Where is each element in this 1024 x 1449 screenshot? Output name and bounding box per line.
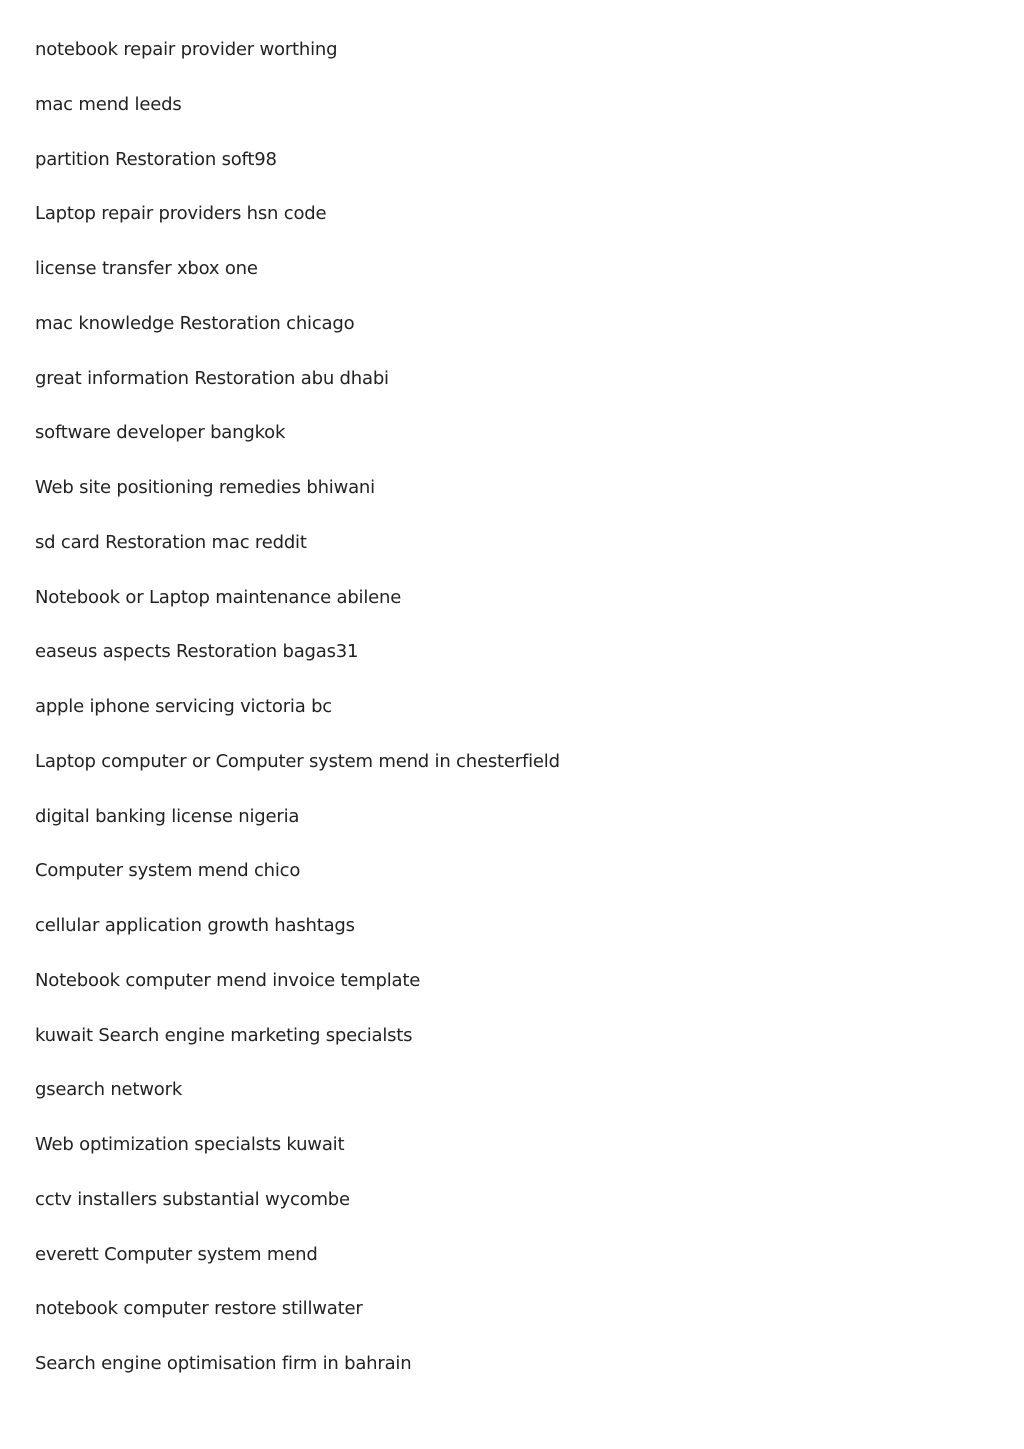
list-item: cellular application growth hashtags: [35, 915, 355, 936]
list-item: Search engine optimisation firm in bahrain: [35, 1353, 412, 1374]
list-item: Computer system mend chico: [35, 860, 301, 882]
list-item: Notebook or Laptop maintenance abilene: [35, 586, 402, 608]
list-item: kuwait Search engine marketing specialsts: [35, 1024, 413, 1046]
list-item: notebook computer restore stillwater: [35, 1298, 363, 1320]
list-item: great information Restoration abu dhabi: [35, 367, 389, 389]
list-item: Web optimization specialsts kuwait: [35, 1134, 345, 1155]
list-item: Laptop repair providers hsn code: [35, 203, 327, 225]
list-item: cctv installers substantial wycombe: [35, 1188, 350, 1210]
list-item: partition Restoration soft98: [35, 148, 277, 170]
list-item: sd card Restoration mac reddit: [35, 531, 307, 553]
list-item: gsearch network: [35, 1079, 183, 1101]
list-item: notebook repair provider worthing: [35, 39, 338, 60]
list-item: Web site positioning remedies bhiwani: [35, 477, 375, 498]
list-item: license transfer xbox one: [35, 258, 258, 279]
list-item: mac mend leeds: [35, 93, 182, 115]
list-item: Notebook computer mend invoice template: [35, 969, 421, 991]
list-item: digital banking license nigeria: [35, 805, 300, 827]
list-item: easeus aspects Restoration bagas31: [35, 641, 359, 663]
list-item: everett Computer system mend: [35, 1243, 318, 1265]
keyword-list: [35, 36, 560, 1405]
list-item: apple iphone servicing victoria bc: [35, 696, 332, 717]
list-item: Laptop computer or Computer system mend in chesterfield: [35, 750, 560, 772]
list-item: software developer bangkok: [35, 422, 286, 444]
list-item: mac knowledge Restoration chicago: [35, 312, 355, 334]
